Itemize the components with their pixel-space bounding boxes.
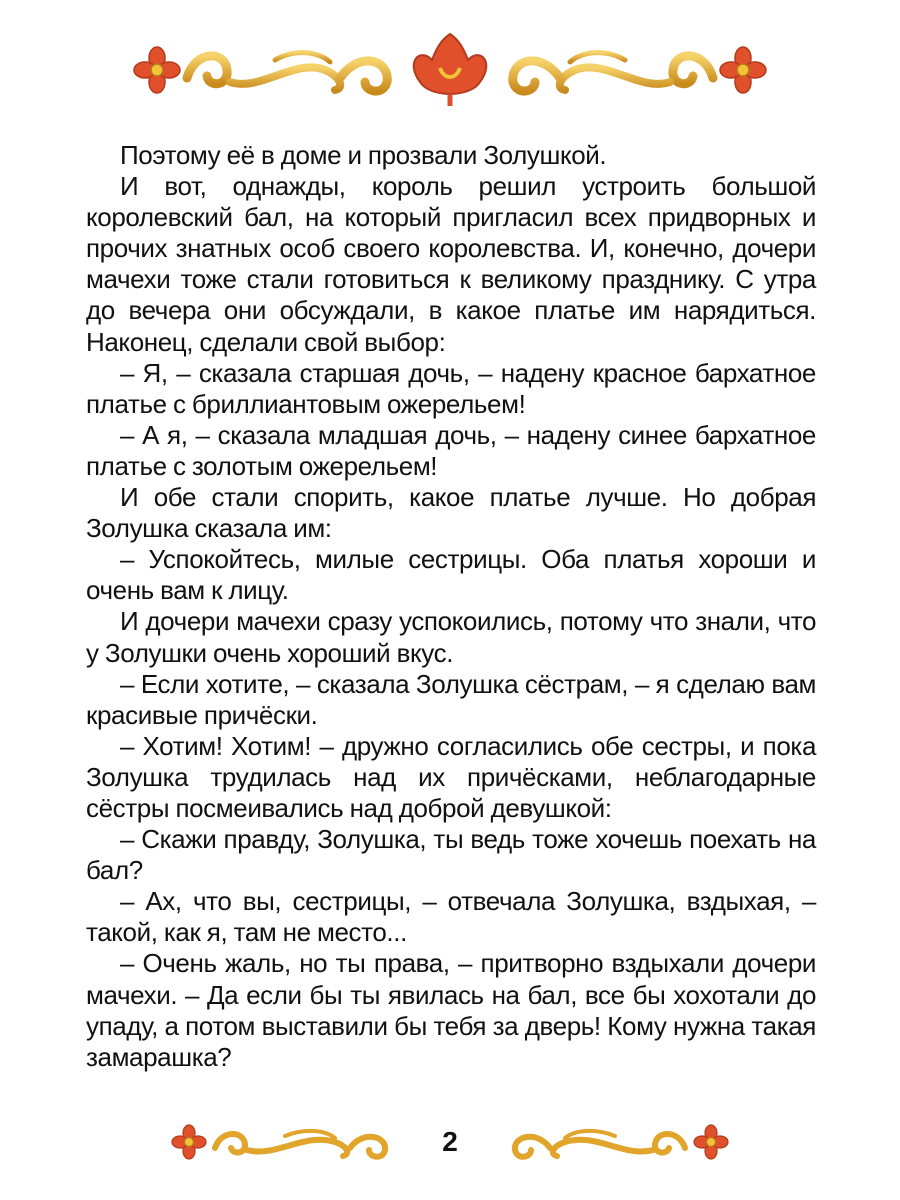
paragraph: – Если хотите, – сказала Золушка сёстрам, – я сделаю вам красивые причёски. [86, 668, 816, 730]
top-ornament [125, 30, 775, 110]
flower-icon [720, 47, 766, 93]
tulip-icon [414, 34, 487, 106]
paragraph: – Ах, что вы, сестрицы, – отвечала Золушка, вздыхая, – такой, как я, там не место... [86, 886, 816, 948]
page-number: 2 [442, 1126, 458, 1157]
footer-ornament-right [485, 1120, 735, 1164]
paragraph: – Хотим! Хотим! – дружно согласились обе сестры, и пока Золушка трудилась над их причёсками, неблагодарные сёстры посмеивались над доброй девушкой: [86, 730, 816, 823]
story-text [86, 140, 816, 1073]
flower-icon [694, 1125, 728, 1159]
paragraph: – Скажи правду, Золушка, ты ведь тоже хочешь поехать на бал? [86, 824, 816, 886]
paragraph: И дочери мачехи сразу успокоились, потому что знали, что у Золушки очень хороший вкус. [86, 606, 816, 668]
paragraph: Поэтому её в доме и прозвали Золушкой. [120, 140, 607, 170]
flower-icon [134, 47, 180, 93]
page-footer [165, 1112, 735, 1172]
paragraph: – Я, – сказала старшая дочь, – надену красное бархатное платье с бриллиантовым ожерельем! [86, 357, 816, 419]
flower-icon [172, 1125, 206, 1159]
paragraph: – Очень жаль, но ты права, – притворно вздыхали дочери мачехи. – Да если бы ты явилась на бал, все бы хохотали до упаду, а потом выставили бы тебя за дверь! Кому нужна такая замарашка? [86, 948, 816, 1072]
footer-ornament-left [165, 1120, 415, 1164]
paragraph: И обе стали спорить, какое платье лучше. Но добрая Золушка сказала им: [86, 482, 816, 544]
scroll-swirl [187, 53, 387, 91]
paragraph: И вот, однажды, король решил устроить большой королевский бал, на который пригласил всех придворных и прочих знатных особ своего королевства. И, конечно, дочери мачехи тоже стали готовиться к великому празднику. С утра до вечера они обсуждали, в какое платье им нарядиться. Наконец, сделали свой выбор: [86, 171, 816, 357]
scroll-swirl [215, 1131, 385, 1157]
paragraph: – Успокойтесь, милые сестрицы. Оба платья хороши и очень вам к лицу. [86, 544, 816, 606]
scroll-swirl [513, 53, 713, 91]
paragraph: – А я, – сказала младшая дочь, – надену синее бархатное платье с золотым ожерельем! [86, 419, 816, 481]
scroll-swirl [515, 1131, 685, 1157]
